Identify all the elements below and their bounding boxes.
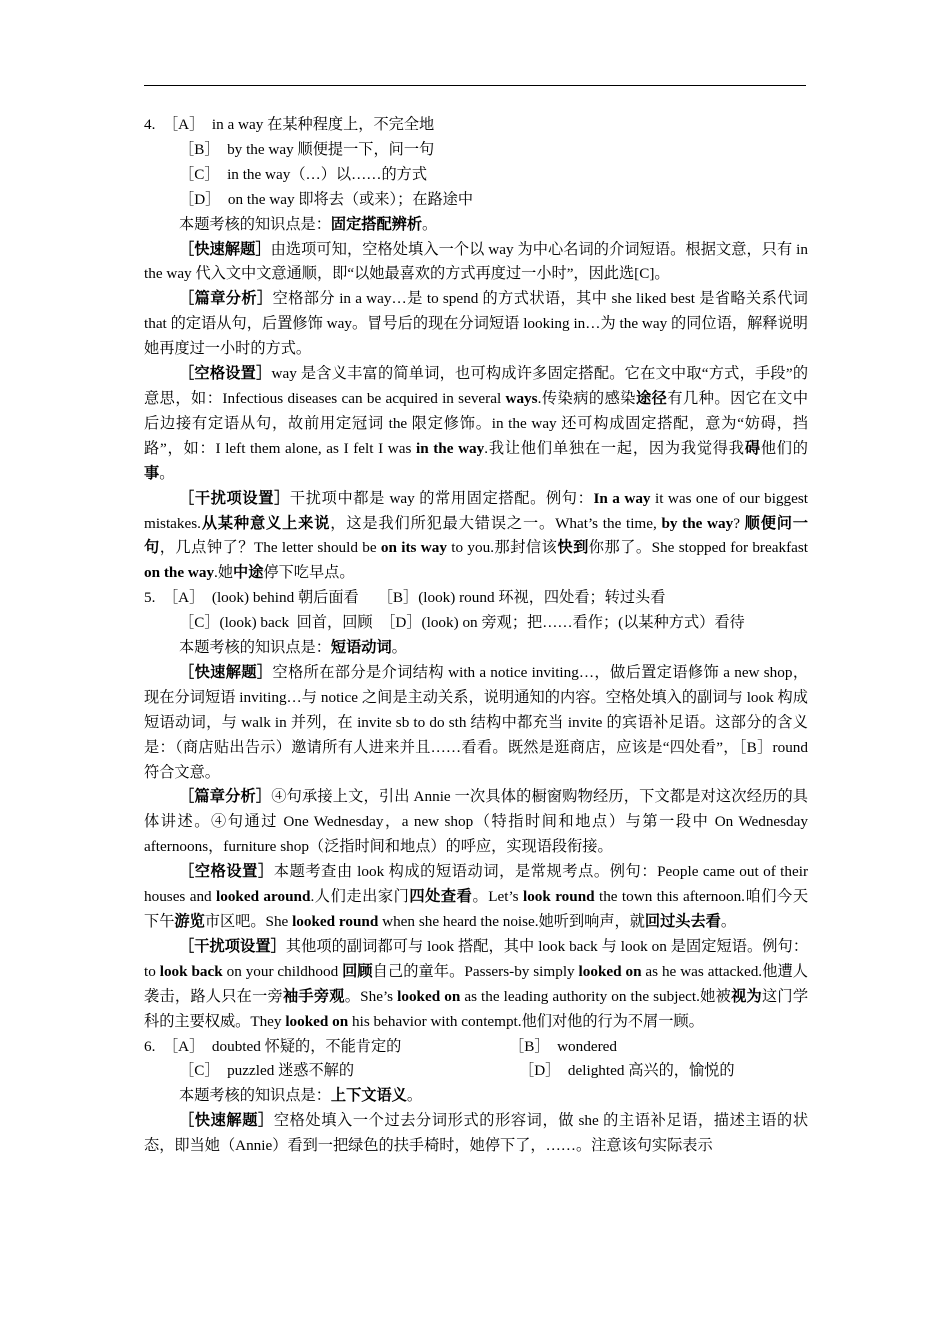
q5-options-cd: ［C］(look) back 回首，回顾 ［D］(look) on 旁观；把……看作；(以某种方式）看待 [179, 614, 745, 632]
document-body [144, 113, 808, 1159]
q4-knowledge-point: 本题考核的知识点是：固定搭配辨析。 [179, 215, 438, 233]
q4-option-c: ［C］ in the way（…）以……的方式 [179, 165, 428, 183]
q5-passage-analysis: ［篇章分析］④句承接上文，引出 Annie 一次具体的橱窗购物经历，下文都是对这次经历的具体讲述。④句通过 One Wednesday，a new shop（特指时间和地点）与第一段中 On Wednesday afternoons，furniture shop（泛指时间和地点）的呼应，实现语段衔接。 [144, 788, 808, 856]
q6-option-d: ［D］ delighted 高兴的，愉悦的 [519, 1062, 735, 1080]
q5-blank-setting: ［空格设置］本题考查由 look 构成的短语动词，是常规考点。例句：People came out of their houses and looked around.人们走出家门四处查看。Let’s look round the town this afternoon.咱们今天下午游览市区吧。She looked round when she heard the noise.她听到响声，就回过头去看。 [144, 863, 809, 930]
q6-knowledge-point: 本题考核的知识点是：上下文语义。 [179, 1087, 422, 1105]
q6-option-c: ［C］ puzzled 迷惑不解的 [179, 1062, 355, 1080]
q6-quick-solution: ［快速解题］空格处填入一个过去分词形式的形容词，做 she 的主语补足语，描述主语的状态，即当她（Annie）看到一把绿色的扶手椅时，她停下了，……。注意该句实际表示 [144, 1112, 809, 1155]
q6-options-cd [144, 1059, 808, 1084]
q4-option-a: 4. ［A］ in a way 在某种程度上，不完全地 [144, 116, 435, 133]
q4-passage-analysis: ［篇章分析］空格部分 in a way…是 to spend 的方式状语，其中 she liked best 是省略关系代词 that 的定语从句，后置修饰 way。冒号后的现在分词短语 looking in…为 the way 的同位语，解释说明她再度过一小时的方式。 [144, 290, 808, 358]
q4-blank-setting: ［空格设置］way 是含义丰富的简单词，也可构成许多固定搭配。它在文中取“方式，手段”的意思，如：Infectious diseases can be acquired in several ways.传染病的感染途径有几种。因它在文中后边接有定语从句，故前用定冠词 the 限定修饰。in the way 还可构成固定搭配，意为“妨碍，挡路”，如：I left them alone, as I felt I was in the way.我让他们单独在一起，因为我觉得我碍他们的事。 [144, 365, 809, 482]
q5-distractor-setting: ［干扰项设置］其他项的副词都可与 look 搭配，其中 look back 与 look on 是固定短语。例句：to look back on your childhood 回顾自己的童年。Passers-by simply looked on as he was attacked.他遭人袭击，路人只在一旁袖手旁观。She’s looked on as the leading authority on the subject.她被视为这门学科的主要权威。They looked on his behavior with contempt.他们对他的行为不屑一顾。 [144, 937, 809, 1030]
q5-options-ab: 5. ［A］ (look) behind 朝后面看 ［B］(look) round 环视，四处看；转过头看 [144, 589, 666, 607]
q4-quick-solution: ［快速解题］由选项可知，空格处填入一个以 way 为中心名词的介词短语。根据文意，只有 in the way 代入文中文意通顺，即“以她最喜欢的方式再度过一小时”，因此选[C]。 [144, 240, 808, 283]
q5-knowledge-point: 本题考核的知识点是：短语动词。 [179, 639, 407, 657]
q4-distractor-setting: ［干扰项设置］干扰项中都是 way 的常用固定搭配。例句：In a way it was one of our biggest mistakes.从某种意义上来说，这是我们所犯最大错误之一。What’s the time, by the way? 顺便问一句，几点钟了？The letter should be on its way to you.那封信该快到你那了。She stopped for breakfast on the way.她中途停下吃早点。 [144, 489, 808, 582]
q4-option-b: ［B］ by the way 顺便提一下，问一句 [179, 140, 435, 158]
header-rule [144, 85, 806, 86]
q6-option-a: 6. ［A］ doubted 怀疑的，不能肯定的 [144, 1037, 402, 1055]
q6-option-b: ［B］ wondered [509, 1037, 617, 1055]
q6-options-ab [144, 1035, 808, 1060]
q5-quick-solution: ［快速解题］空格所在部分是介词结构 with a notice inviting…，做后置定语修饰 a new shop，现在分词短语 inviting…与 notice 之间是主动关系，说明通知的内容。空格处填入的副词与 look 构成短语动词，与 walk in 并列，在 invite sb to do sth 结构中都充当 invite 的宾语补足语。这部分的含义是：（商店贴出告示）邀请所有人进来并且……看看。既然是逛商店，应该是“四处看”，［B］round 符合文意。 [144, 663, 809, 781]
q4-option-d: ［D］ on the way 即将去（或来）；在路途中 [179, 190, 474, 208]
